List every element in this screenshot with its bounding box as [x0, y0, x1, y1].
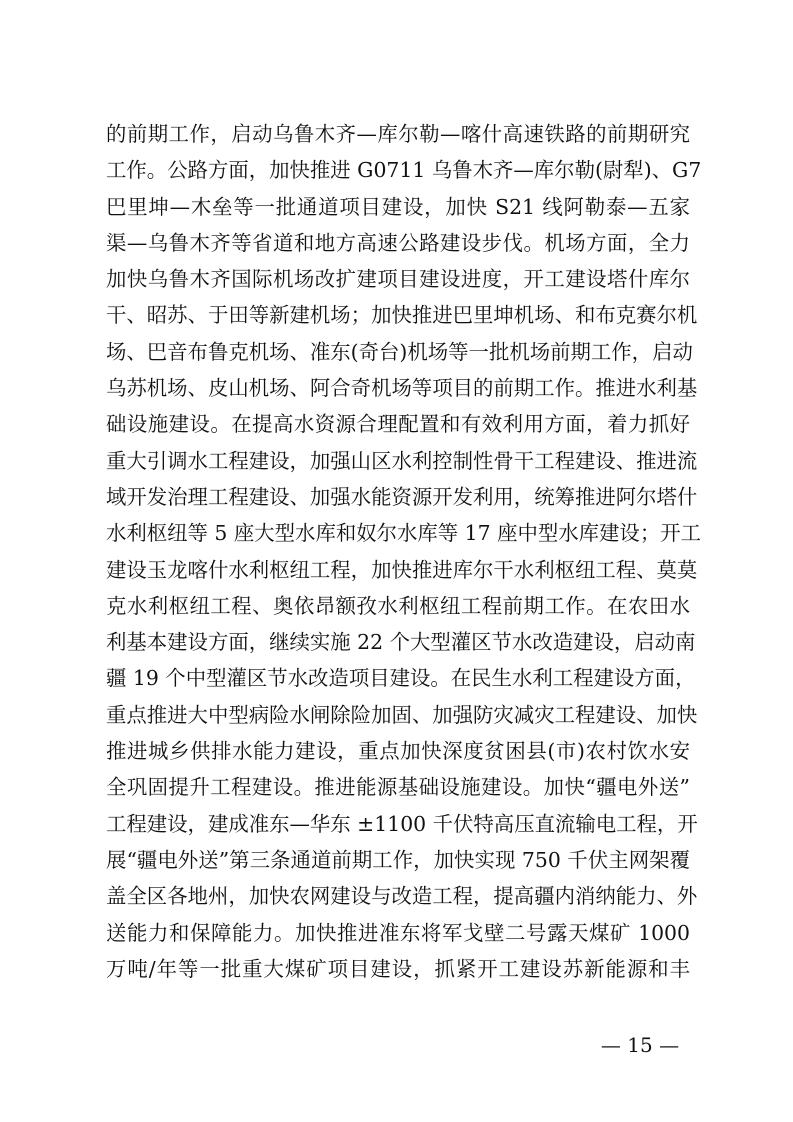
text-line-22: 盖全区各地州，加快农网建设与改造工程，提高疆内消纳能力、外	[106, 884, 698, 909]
text-line-14: 克水利枢纽工程、奥依昂额孜水利枢纽工程前期工作。在农田水	[106, 593, 690, 618]
text-line-10: 重大引调水工程建设，加强山区水利控制性骨干工程建设、推进流	[106, 448, 698, 473]
text-line-6: 干、昭苏、于田等新建机场；加快推进巴里坤机场、和布克赛尔机	[106, 303, 698, 328]
text-line-13: 建设玉龙喀什水利枢纽工程，加快推进库尔干水利枢纽工程、莫莫	[106, 557, 698, 582]
text-line-15: 利基本建设方面，继续实施 22 个大型灌区节水改造建设，启动南	[106, 630, 696, 655]
text-line-5: 加快乌鲁木齐国际机场改扩建项目建设进度，开工建设塔什库尔	[106, 267, 690, 292]
page-number: — 15 —	[600, 1033, 680, 1057]
text-line-8: 乌苏机场、皮山机场、阿合奇机场等项目的前期工作。推进水利基	[106, 376, 698, 401]
text-line-2: 工作。公路方面，加快推进 G0711 乌鲁木齐—库尔勒(尉犁)、G7	[106, 158, 702, 183]
text-line-7: 场、巴音布鲁克机场、准东(奇台)机场等一批机场前期工作，启动	[106, 339, 693, 364]
text-line-3: 巴里坤—木垒等一批通道项目建设，加快 S21 线阿勒泰—五家	[106, 194, 690, 219]
text-line-18: 推进城乡供排水能力建设，重点加快深度贫困县(市)农村饮水安	[106, 739, 690, 764]
text-line-1: 的前期工作，启动乌鲁木齐—库尔勒—喀什高速铁路的前期研究	[106, 122, 690, 146]
text-line-16: 疆 19 个中型灌区节水改造项目建设。在民生水利工程建设方面，	[106, 666, 696, 691]
text-line-21: 展“疆电外送”第三条通道前期工作，加快实现 750 千伏主网架覆	[106, 847, 690, 872]
text-line-12: 水利枢纽等 5 座大型水库和奴尔水库等 17 座中型水库建设；开工	[106, 521, 701, 546]
text-line-23: 送能力和保障能力。加快推进准东将军戈壁二号露天煤矿 1000	[106, 920, 690, 945]
text-line-9: 础设施建设。在提高水资源合理配置和有效利用方面，着力抓好	[106, 412, 690, 437]
text-line-24: 万吨/年等一批重大煤矿项目建设，抓紧开工建设苏新能源和丰	[106, 956, 690, 981]
body-text	[106, 116, 702, 987]
text-line-19: 全巩固提升工程建设。推进能源基础设施建设。加快“疆电外送”	[106, 775, 690, 800]
text-line-4: 渠—乌鲁木齐等省道和地方高速公路建设步伐。机场方面，全力	[106, 230, 690, 255]
text-line-17: 重点推进大中型病险水闸除险加固、加强防灾减灾工程建设、加快	[106, 702, 698, 727]
text-line-20: 工程建设，建成准东—华东 ±1100 千伏特高压直流输电工程，开	[106, 811, 698, 836]
text-line-11: 域开发治理工程建设、加强水能资源开发利用，统筹推进阿尔塔什	[106, 484, 698, 509]
